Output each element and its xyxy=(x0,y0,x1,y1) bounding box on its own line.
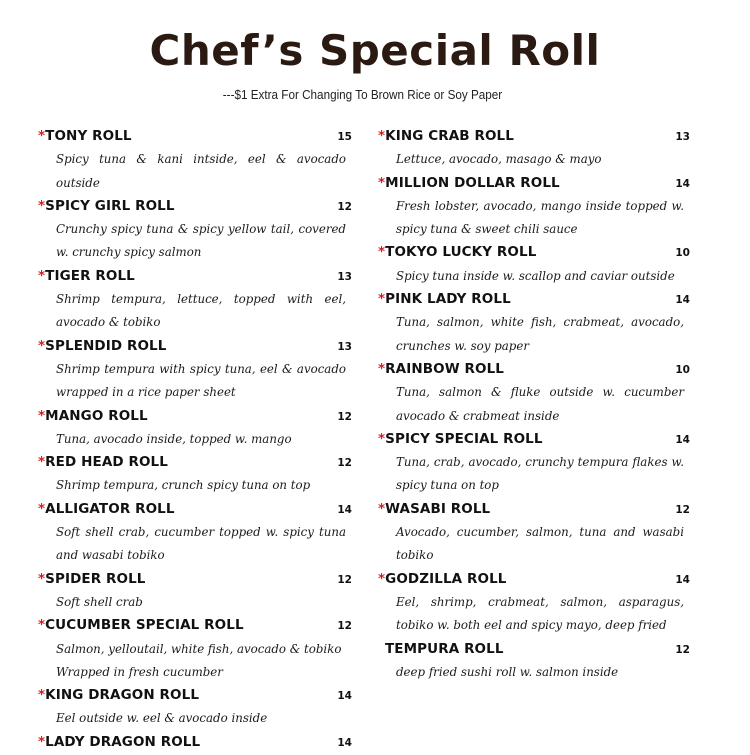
menu-item-name-text: LADY DRAGON ROLL xyxy=(45,733,201,750)
menu-item-description: Spicy tuna inside w. scallop and caviar outside xyxy=(396,268,675,283)
menu-item-name xyxy=(38,125,132,148)
star-marker: * xyxy=(378,174,386,191)
star-marker: * xyxy=(38,454,46,471)
menu-item-name xyxy=(38,498,175,521)
menu-item-description: Eel, shrimp, crabmeat, salmon, asparagus, tobiko w. both eel and spicy mayo, deep fried xyxy=(396,594,684,633)
menu-item-description: Tuna, avocado inside, topped w. mango xyxy=(56,431,292,446)
menu-item xyxy=(378,498,690,568)
star-marker: * xyxy=(378,570,386,587)
star-marker: * xyxy=(378,430,386,447)
menu-item xyxy=(378,428,690,498)
menu-item xyxy=(378,568,690,638)
menu-item-description: Soft shell crab, cucumber topped w. spicy tuna and wasabi tobiko xyxy=(56,525,346,563)
menu-item-name xyxy=(38,568,146,591)
menu-item-price: 12 xyxy=(337,457,352,470)
star-marker: * xyxy=(38,197,46,214)
menu-item-price: 15 xyxy=(337,131,352,143)
menu-item-name xyxy=(378,638,504,661)
menu-item-description: Shrimp tempura, lettuce, topped with eel, avocado & tobiko xyxy=(56,292,346,330)
menu-item-name-text: KING DRAGON ROLL xyxy=(45,687,200,704)
menu-item xyxy=(38,125,352,195)
menu-item-name xyxy=(38,405,148,428)
menu-item-header xyxy=(378,358,690,381)
menu-item-description: Tuna, salmon, white fish, crabmeat, avocado, crunches w. soy paper xyxy=(396,315,684,353)
menu-item xyxy=(378,358,690,428)
menu-item-description: Crunchy spicy tuna & spicy yellow tail, covered w. crunchy spicy salmon xyxy=(56,222,346,260)
menu-item-price: 12 xyxy=(675,643,690,656)
menu-item-name xyxy=(38,684,199,707)
menu-item-price: 14 xyxy=(675,573,690,586)
menu-item-name-text: GODZILLA ROLL xyxy=(385,570,507,587)
menu-item-price: 10 xyxy=(675,363,690,376)
menu-item-name-text: KING CRAB ROLL xyxy=(385,128,514,144)
menu-item-header xyxy=(38,684,352,707)
menu-item-name-text: TOKYO LUCKY ROLL xyxy=(385,244,537,261)
menu-item-description: Spicy tuna & kani intside, eel & avocado outside xyxy=(56,152,346,190)
menu-item-name-text: MILLION DOLLAR ROLL xyxy=(385,174,560,191)
star-marker: * xyxy=(38,687,46,704)
menu-column-left xyxy=(38,125,352,754)
menu-item xyxy=(378,288,690,358)
menu-item-description: Soft shell crab xyxy=(56,594,143,609)
menu-subtitle: ---$1 Extra For Changing To Brown Rice or Soy Paper xyxy=(222,87,503,102)
menu-item-price: 14 xyxy=(337,690,352,703)
menu-item-name xyxy=(378,358,504,381)
menu-item-name-text: CUCUMBER SPECIAL ROLL xyxy=(45,617,244,634)
menu-item-header xyxy=(378,125,690,148)
menu-item-header xyxy=(38,335,352,358)
star-marker: * xyxy=(378,244,386,261)
menu-item-name xyxy=(38,335,166,358)
menu-item-description: Tuna, crab, avocado, crunchy tempura flakes w. spicy tuna on top xyxy=(396,455,684,493)
menu-item-header xyxy=(378,241,690,264)
menu-column-right xyxy=(378,125,690,684)
menu-item-description: Shrimp tempura with spicy tuna, eel & avocado wrapped in a rice paper sheet xyxy=(56,361,346,400)
menu-item-description: Shrimp tempura, crunch spicy tuna on top xyxy=(56,478,311,493)
menu-item xyxy=(378,172,690,242)
menu-item-description: Salmon, yelloutail, white fish, avocado & tobiko xyxy=(56,641,342,656)
menu-item-header xyxy=(38,568,352,591)
star-marker: * xyxy=(378,500,386,517)
menu-item-name xyxy=(38,731,200,754)
menu-item xyxy=(378,241,690,288)
menu-item-name xyxy=(378,241,536,264)
menu-item-price: 13 xyxy=(675,131,690,143)
menu-item xyxy=(378,638,690,685)
menu-item-name-text: PINK LADY ROLL xyxy=(385,291,511,308)
menu-item-price: 13 xyxy=(337,340,352,353)
star-marker: * xyxy=(38,500,46,517)
menu-item-description: Fresh lobster, avocado, mango inside topped w. spicy tuna & sweet chili sauce xyxy=(396,198,684,237)
menu-item-name-text: WASABI ROLL xyxy=(385,500,491,517)
menu-item-header xyxy=(378,428,690,451)
menu-item-name-text: TEMPURA ROLL xyxy=(385,640,504,657)
menu-item xyxy=(38,731,352,754)
star-marker: * xyxy=(38,337,46,354)
menu-item-header xyxy=(38,498,352,521)
menu-item-price: 12 xyxy=(337,410,352,423)
menu-item-price: 14 xyxy=(337,503,352,516)
menu-item-name xyxy=(38,614,244,637)
menu-item-header xyxy=(378,498,690,521)
menu-item-name-text: TIGER ROLL xyxy=(45,267,135,284)
menu-item-name xyxy=(38,265,135,288)
menu-item-header xyxy=(38,125,352,148)
menu-item xyxy=(38,498,352,568)
menu-item-name-text: TONY ROLL xyxy=(45,128,132,144)
star-marker: * xyxy=(38,267,46,284)
menu-item xyxy=(38,684,352,731)
menu-item-description: Lettuce, avocado, masago & mayo xyxy=(396,152,602,167)
menu-item xyxy=(378,125,690,172)
menu-item-price: 14 xyxy=(675,294,690,307)
menu-item-price: 10 xyxy=(675,247,690,260)
menu-item-name xyxy=(378,428,543,451)
star-marker: * xyxy=(378,128,386,144)
menu-item-name-text: SPICY SPECIAL ROLL xyxy=(385,430,543,447)
menu-item-name xyxy=(378,568,506,591)
star-marker: * xyxy=(38,407,46,424)
menu-item xyxy=(38,405,352,452)
menu-item-description: Eel outside w. eel & avocado inside xyxy=(56,711,268,726)
star-marker: * xyxy=(38,733,46,750)
menu-item-description: Avocado, cucumber, salmon, tuna and wasabi tobiko xyxy=(396,525,684,563)
menu-item-header xyxy=(38,195,352,218)
menu-item-description-extra: Wrapped in fresh cucumber xyxy=(56,664,223,679)
menu-item xyxy=(38,568,352,615)
star-marker: * xyxy=(378,360,386,377)
menu-title: Chef’s Special Roll xyxy=(149,26,601,75)
menu-item-price: 14 xyxy=(337,736,352,749)
menu-item-price: 12 xyxy=(675,503,690,516)
menu-item xyxy=(38,614,352,684)
menu-item-description: Tuna, salmon & fluke outside w. cucumber avocado & crabmeat inside xyxy=(396,385,684,423)
menu-item-description: deep fried sushi roll w. salmon inside xyxy=(396,664,619,679)
menu-item-name xyxy=(378,172,560,195)
menu-item-name xyxy=(38,451,168,474)
menu-item-name-text: SPIDER ROLL xyxy=(45,570,146,587)
menu-item-price: 14 xyxy=(675,177,690,190)
menu-item-header xyxy=(38,731,352,754)
menu-item-header xyxy=(378,568,690,591)
menu-item xyxy=(38,195,352,265)
menu-item-name-text: SPLENDID ROLL xyxy=(45,337,167,354)
menu-item-header xyxy=(38,265,352,288)
menu-item-name xyxy=(38,195,175,218)
menu-item-header xyxy=(38,614,352,637)
menu-item-name xyxy=(378,288,511,311)
menu-item-price: 12 xyxy=(337,620,352,633)
menu-item-name-text: RED HEAD ROLL xyxy=(45,454,168,471)
menu-item-name-text: RAINBOW ROLL xyxy=(385,360,504,377)
menu-item-price: 12 xyxy=(337,573,352,586)
menu-item-price: 13 xyxy=(337,270,352,283)
menu-item-header xyxy=(378,638,690,661)
star-marker: * xyxy=(38,128,46,144)
menu-item-price: 14 xyxy=(675,433,690,446)
menu-item-header xyxy=(38,405,352,428)
menu-item xyxy=(38,451,352,498)
menu-item-price: 12 xyxy=(337,200,352,213)
menu-item-header xyxy=(378,288,690,311)
star-marker: * xyxy=(38,570,46,587)
menu-item-name-text: MANGO ROLL xyxy=(45,407,148,424)
menu-item-name xyxy=(378,498,490,521)
menu-item-name-text: ALLIGATOR ROLL xyxy=(45,500,175,517)
menu-item-header xyxy=(378,172,690,195)
menu-item-name-text: SPICY GIRL ROLL xyxy=(45,197,175,214)
menu-item-header xyxy=(38,451,352,474)
star-marker: * xyxy=(38,617,46,634)
menu-item xyxy=(38,265,352,335)
menu-item-name xyxy=(378,125,514,148)
star-marker: * xyxy=(378,291,386,308)
menu-item xyxy=(38,335,352,405)
